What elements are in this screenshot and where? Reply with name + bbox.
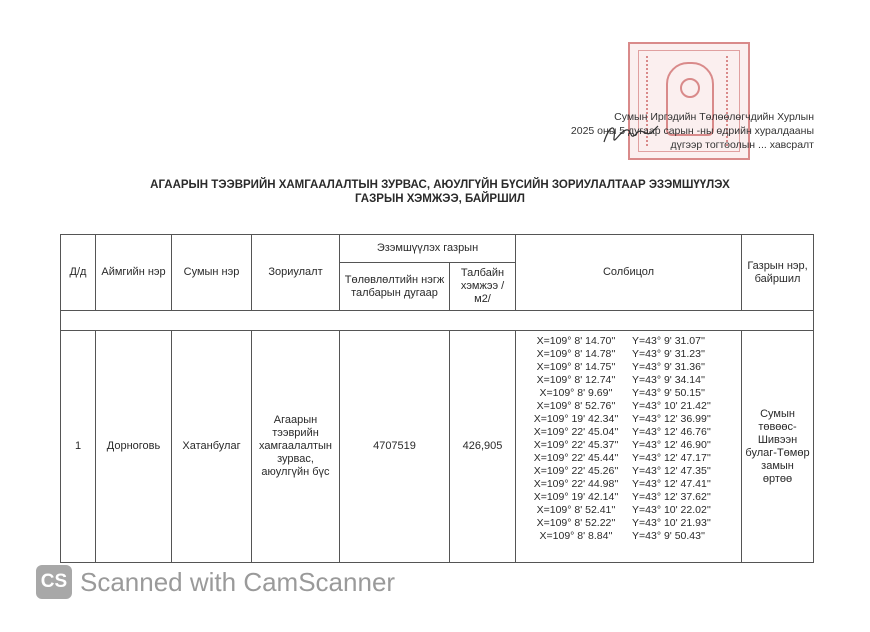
title-line-1: АГААРЫН ТЭЭВРИЙН ХАМГААЛАЛТЫН ЗУРВАС, АЮУЛГҮЙН БҮСИЙН ЗОРИУЛАЛТААР ЭЗЭМШҮҮЛЭХ (150, 179, 730, 191)
coordinate-row (520, 491, 737, 504)
table-row (61, 331, 814, 563)
coordinate-y: Y=43° 9' 31.07'' (632, 335, 705, 347)
coordinate-row (520, 348, 737, 361)
coordinate-row (520, 478, 737, 491)
coordinate-row (520, 387, 737, 400)
coordinate-x: X=109° 8' 12.74'' (536, 374, 616, 386)
coordinate-row (520, 400, 737, 413)
coordinate-x: X=109° 8' 52.41'' (536, 504, 616, 516)
coordinate-x: X=109° 22' 45.37'' (533, 439, 619, 451)
document-title (60, 178, 820, 206)
table-header-row-1 (61, 235, 814, 263)
coordinate-x: X=109° 22' 44.98'' (533, 478, 619, 490)
cell-location: Сумын төвөөс-Шивээн булаг-Төмөр замын өртөө (742, 331, 814, 563)
coordinate-y: Y=43° 12' 47.35'' (632, 465, 711, 477)
coordinate-x: X=109° 22' 45.44'' (533, 452, 619, 464)
coordinate-y: Y=43° 10' 22.02'' (632, 504, 711, 516)
table-spacer-row (61, 311, 814, 331)
coordinate-x: X=109° 22' 45.04'' (533, 426, 619, 438)
coordinate-y: Y=43° 9' 34.14'' (632, 374, 705, 386)
coordinate-row (520, 465, 737, 478)
cell-coordinates (516, 331, 742, 563)
header-coords: Солбицол (516, 235, 742, 311)
camscanner-logo-icon: CS (36, 565, 72, 599)
coordinate-row (520, 413, 737, 426)
cell-parcel: 4707519 (340, 331, 450, 563)
coordinate-row (520, 452, 737, 465)
header-parcel: Төлөвлөлтийн нэгж талбарын дугаар (340, 263, 450, 311)
watermark-text: Scanned with CamScanner (80, 566, 396, 597)
cell-no: 1 (61, 331, 96, 563)
coordinate-x: X=109° 8' 8.84'' (539, 530, 613, 542)
handwritten-signature (600, 118, 670, 148)
camscanner-watermark (36, 562, 395, 602)
header-location: Газрын нэр, байршил (742, 235, 814, 311)
resolution-line-2: 2025 оны 5 дугаар сарын -ны өдрийн хуралдааны (570, 125, 814, 137)
coordinate-row (520, 504, 737, 517)
coordinate-y: Y=43° 9' 31.36'' (632, 361, 705, 373)
coordinate-y: Y=43° 12' 46.90'' (632, 439, 711, 451)
coordinate-y: Y=43° 12' 37.62'' (632, 491, 711, 503)
coordinate-x: X=109° 8' 14.75'' (536, 361, 616, 373)
header-purpose: Зориулалт (252, 235, 340, 311)
resolution-line-3: дүгээр тогтоолын ... хавсралт (670, 139, 814, 151)
coordinate-y: Y=43° 12' 46.76'' (632, 426, 711, 438)
coordinate-row (520, 426, 737, 439)
cell-area: 426,905 (450, 331, 516, 563)
coordinate-row (520, 530, 737, 543)
coordinate-x: X=109° 19' 42.14'' (533, 491, 619, 503)
coordinate-x: X=109° 8' 14.70'' (536, 335, 616, 347)
coordinate-y: Y=43° 12' 47.17'' (632, 452, 711, 464)
cell-purpose: Агаарын тээврийн хамгаалалтын зурвас, аюулгүйн бүс (252, 331, 340, 563)
header-no: Д/д (61, 235, 96, 311)
resolution-line-1: Сумын Иргэдийн Төлөөлөгчдийн Хурлын (614, 111, 814, 123)
header-sum: Сумын нэр (172, 235, 252, 311)
coordinate-x: X=109° 19' 42.34'' (533, 413, 619, 425)
header-aimag: Аймгийн нэр (96, 235, 172, 311)
land-allocation-table (60, 234, 814, 563)
title-line-2: ГАЗРЫН ХЭМЖЭЭ, БАЙРШИЛ (355, 193, 525, 205)
coordinate-y: Y=43° 10' 21.93'' (632, 517, 711, 529)
coordinate-row (520, 361, 737, 374)
coordinate-x: X=109° 22' 45.26'' (533, 465, 619, 477)
coordinate-y: Y=43° 12' 47.41'' (632, 478, 711, 490)
coordinate-row (520, 374, 737, 387)
coordinate-y: Y=43° 9' 50.15'' (632, 387, 705, 399)
coordinate-x: X=109° 8' 52.76'' (536, 400, 616, 412)
coordinate-x: X=109° 8' 14.78'' (536, 348, 616, 360)
cell-sum: Хатанбулаг (172, 331, 252, 563)
header-area: Талбайн хэмжээ /м2/ (450, 263, 516, 311)
header-land-group: Эзэмшүүлэх газрын (340, 235, 516, 263)
coordinate-row (520, 517, 737, 530)
coordinate-x: X=109° 8' 52.22'' (536, 517, 616, 529)
cell-aimag: Дорноговь (96, 331, 172, 563)
coordinate-y: Y=43° 12' 36.99'' (632, 413, 711, 425)
coordinate-row (520, 439, 737, 452)
coordinate-y: Y=43° 9' 50.43'' (632, 530, 705, 542)
coordinate-row (520, 335, 737, 348)
coordinate-y: Y=43° 9' 31.23'' (632, 348, 705, 360)
coordinate-y: Y=43° 10' 21.42'' (632, 400, 711, 412)
coordinate-x: X=109° 8' 9.69'' (539, 387, 613, 399)
